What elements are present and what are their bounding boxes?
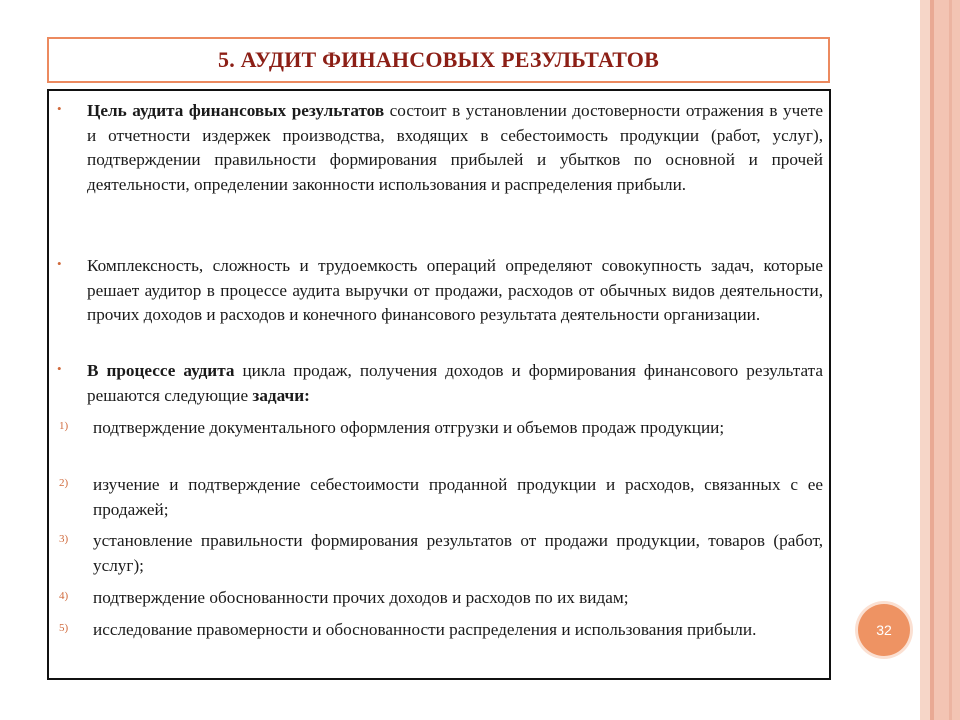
task-number: 2) <box>59 477 69 489</box>
bullet-text: Комплексность, сложность и трудоемкость операций определяют совокупность задач, которые решает аудитор в процессе аудита выручки от продажи, расходов от обычных видов деятельности, прочих доходов и расходов и конечного финансового результата деятельности организации. <box>87 256 823 325</box>
bullet-body: состоит в установлении достоверности отражения в учете и отчетности издержек производства, входящих в себестоимость продукции (работ, услуг), подтверждении правильности формирования прибылей и убытков по основной и прочей деятельности, определении законности использования и распределения прибыли. <box>87 101 823 194</box>
bullet-bold-tail: задачи: <box>252 385 310 405</box>
task-text: подтверждение обоснованности прочих доходов и расходов по их видам; <box>93 588 629 607</box>
task-number: 3) <box>59 533 69 545</box>
bullet-body: цикла продаж, получения доходов и формирования финансового результата решаются следующие <box>87 361 823 405</box>
slide-title: 5. АУДИТ ФИНАНСОВЫХ РЕЗУЛЬТАТОВ <box>218 47 659 72</box>
bullet-marker: • <box>57 101 62 116</box>
bullet-text <box>87 359 823 408</box>
content-frame <box>47 89 831 680</box>
bullet-bold-lead: В процессе аудита <box>87 361 235 380</box>
task-text: изучение и подтверждение себестоимости проданной продукции и расходов, связанных с ее продажей; <box>93 475 823 519</box>
bullet-marker: • <box>57 256 62 271</box>
page-number: 32 <box>876 622 892 638</box>
bullet-text <box>87 99 823 197</box>
bullet-bold-lead: Цель аудита финансовых результатов <box>87 101 385 120</box>
decorative-stripe-wide <box>934 0 960 720</box>
decorative-stripe-thin <box>949 0 952 720</box>
decorative-stripe-dark <box>930 0 934 720</box>
task-number: 5) <box>59 622 69 634</box>
task-number: 4) <box>59 590 69 602</box>
task-text: подтверждение документального оформления отгрузки и объемов продаж продукции; <box>93 418 725 437</box>
task-text: установление правильности формирования результатов от продажи продукции, товаров (работ, услуг); <box>93 531 823 575</box>
bullet-marker: • <box>57 361 62 376</box>
title-frame <box>47 37 830 83</box>
task-text: исследование правомерности и обоснованности распределения и использования прибыли. <box>93 620 757 639</box>
decorative-stripe-light <box>920 0 930 720</box>
task-number: 1) <box>59 420 69 432</box>
page-number-badge <box>858 604 910 656</box>
